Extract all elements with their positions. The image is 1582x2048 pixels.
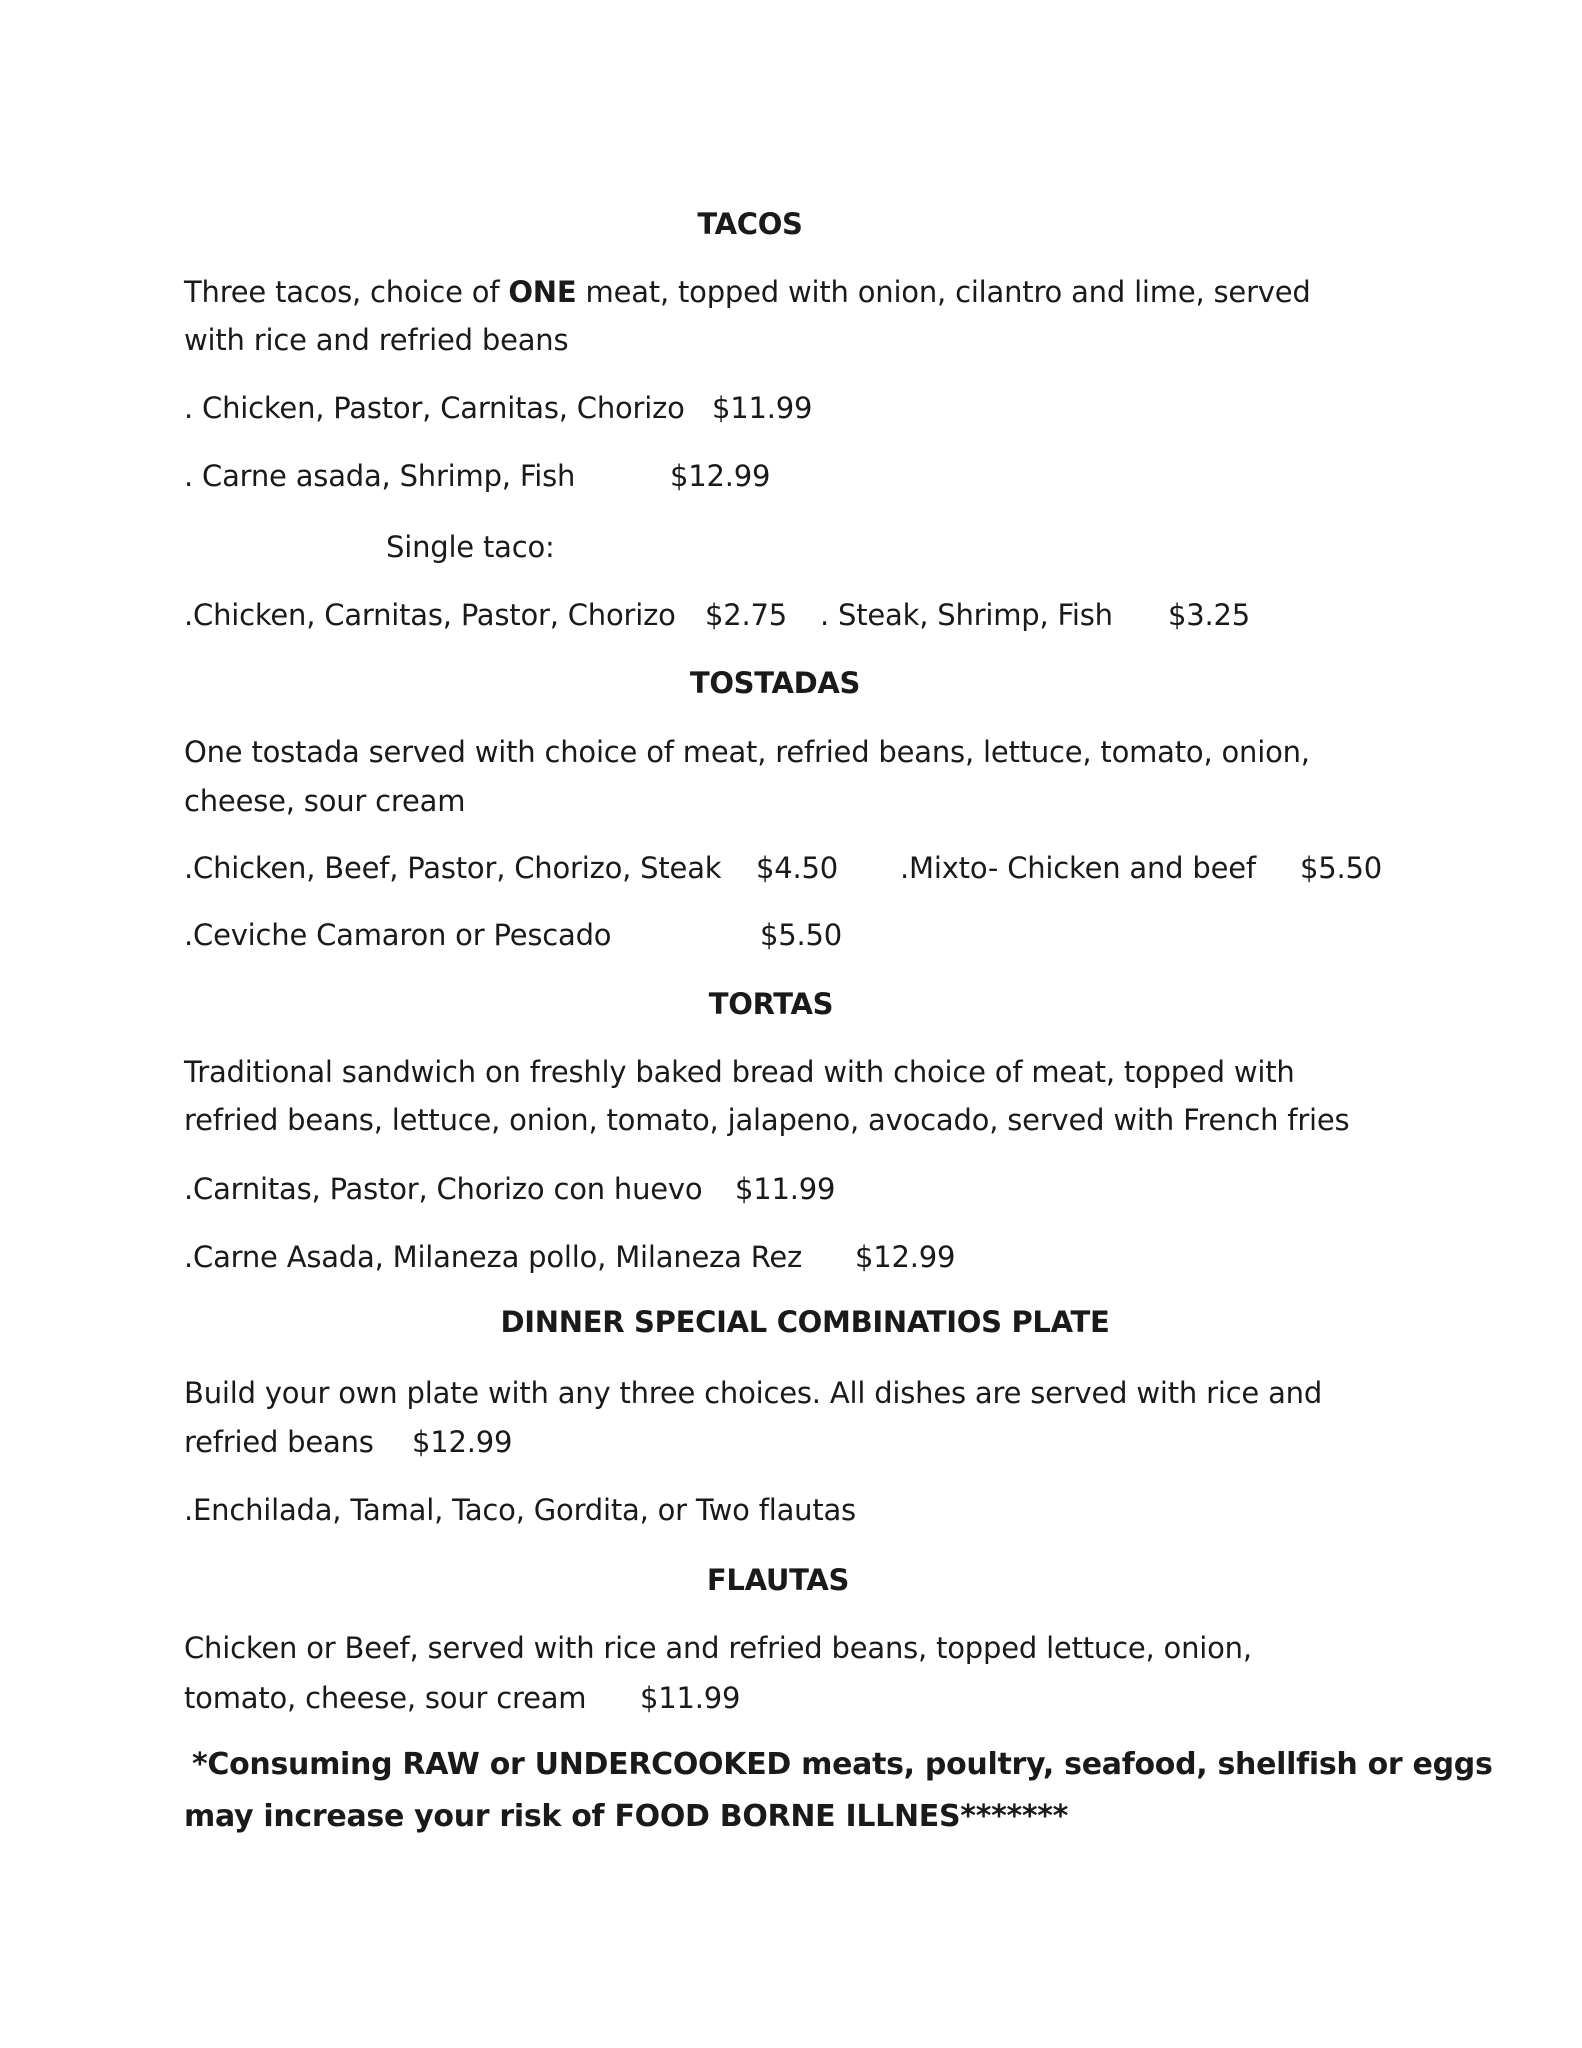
dinner-special-heading: DINNER SPECIAL COMBINATIOS PLATE	[500, 1305, 1110, 1339]
dinner-choices: .Enchilada, Tamal, Taco, Gordita, or Two flautas	[184, 1493, 856, 1527]
tacos-heading: TACOS	[697, 207, 803, 241]
tortas-item-2-price: $12.99	[855, 1240, 956, 1274]
tacos-desc-bold: ONE	[508, 275, 577, 309]
tortas-item-1-price: $11.99	[735, 1172, 836, 1206]
tostadas-item-3-name: .Ceviche Camaron or Pescado	[184, 918, 612, 952]
tacos-desc-pre: Three tacos, choice of	[184, 275, 509, 309]
flautas-heading: FLAUTAS	[706, 1563, 850, 1597]
tortas-description-line2: refried beans, lettuce, onion, tomato, jalapeno, avocado, served with French fries	[184, 1103, 1350, 1137]
tostadas-item-2-name: .Mixto- Chicken and beef	[900, 851, 1256, 885]
tortas-heading: TORTAS	[708, 987, 834, 1021]
flautas-price: $11.99	[640, 1681, 741, 1715]
tacos-item-1-name: . Chicken, Pastor, Carnitas, Chorizo	[184, 391, 685, 425]
single-taco-2-price: $3.25	[1168, 598, 1251, 632]
tacos-item-2-price: $12.99	[670, 459, 771, 493]
tostadas-item-3-price: $5.50	[760, 918, 843, 952]
tostadas-item-1-name: .Chicken, Beef, Pastor, Chorizo, Steak	[184, 851, 722, 885]
tacos-item-2-name: . Carne asada, Shrimp, Fish	[184, 459, 576, 493]
tacos-desc-post: meat, topped with onion, cilantro and lime, served	[576, 275, 1311, 309]
food-safety-warning-line2: may increase your risk of FOOD BORNE ILLNES*******	[184, 1799, 1069, 1834]
tacos-item-1-price: $11.99	[712, 391, 813, 425]
tacos-description-line1	[184, 275, 1311, 309]
tortas-description-line1: Traditional sandwich on freshly baked bread with choice of meat, topped with	[184, 1055, 1295, 1089]
tostadas-heading: TOSTADAS	[689, 666, 861, 700]
tacos-description-line2: with rice and refried beans	[184, 323, 569, 357]
tostadas-description-line1: One tostada served with choice of meat, refried beans, lettuce, tomato, onion,	[184, 735, 1310, 769]
dinner-description-line2: refried beans	[184, 1425, 374, 1459]
food-safety-warning-line1: *Consuming RAW or UNDERCOOKED meats, poultry, seafood, shellfish or eggs	[192, 1747, 1493, 1782]
tortas-item-2-name: .Carne Asada, Milaneza pollo, Milaneza Rez	[184, 1240, 803, 1274]
single-taco-1-name: .Chicken, Carnitas, Pastor, Chorizo	[184, 598, 676, 632]
single-taco-1-price: $2.75	[705, 598, 788, 632]
tostadas-item-1-price: $4.50	[756, 851, 839, 885]
tostadas-description-line2: cheese, sour cream	[184, 784, 466, 818]
tostadas-item-2-price: $5.50	[1300, 851, 1383, 885]
flautas-description-line1: Chicken or Beef, served with rice and refried beans, topped lettuce, onion,	[184, 1631, 1252, 1665]
single-taco-label: Single taco:	[386, 530, 555, 564]
single-taco-2-name: . Steak, Shrimp, Fish	[820, 598, 1113, 632]
dinner-price: $12.99	[412, 1425, 513, 1459]
dinner-description-line1: Build your own plate with any three choices. All dishes are served with rice and	[184, 1376, 1323, 1410]
flautas-description-line2: tomato, cheese, sour cream	[184, 1681, 587, 1715]
tortas-item-1-name: .Carnitas, Pastor, Chorizo con huevo	[184, 1172, 703, 1206]
